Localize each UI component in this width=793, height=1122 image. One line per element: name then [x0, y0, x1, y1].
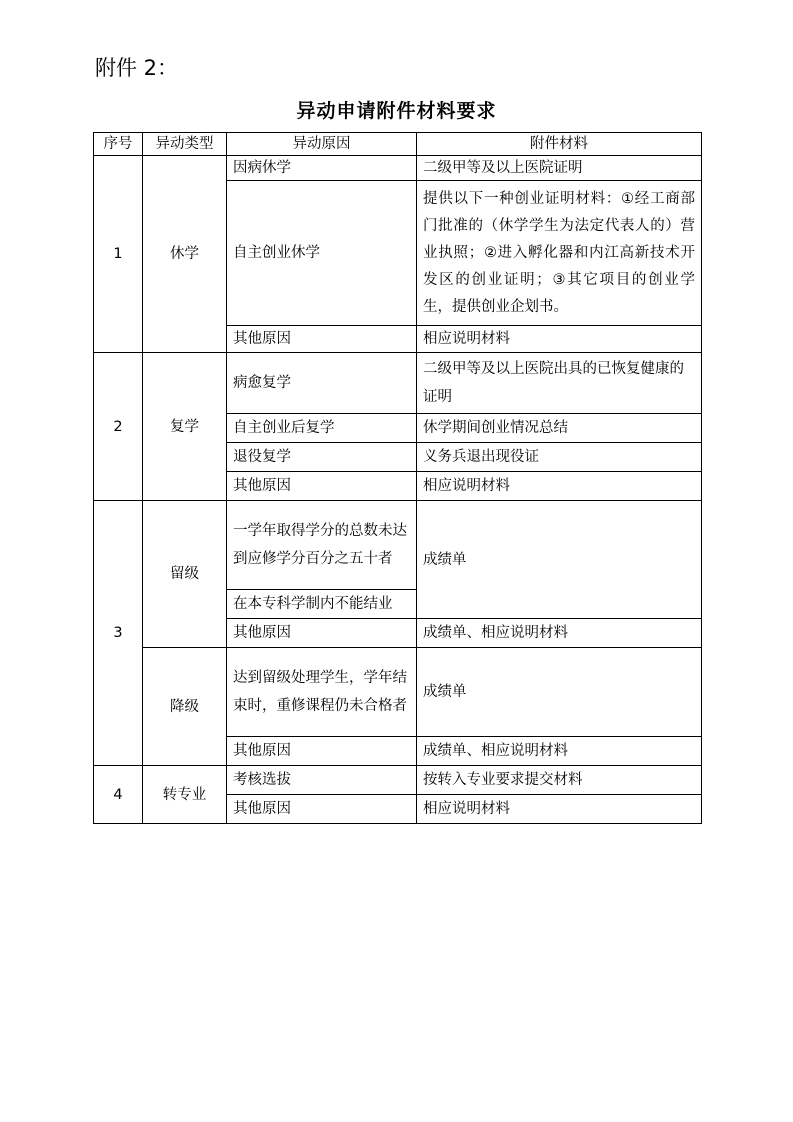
reason-cell: 自主创业后复学 [227, 414, 417, 443]
reason-cell: 其他原因 [227, 795, 417, 824]
materials-cell: 义务兵退出现役证 [417, 443, 702, 472]
reason-cell: 退役复学 [227, 443, 417, 472]
type-cell: 休学 [143, 156, 227, 353]
reason-cell: 达到留级处理学生，学年结束时，重修课程仍未合格者 [227, 648, 417, 737]
table-row [94, 353, 702, 414]
reason-cell: 其他原因 [227, 737, 417, 766]
type-cell: 留级 [143, 501, 227, 648]
materials-cell: 相应说明材料 [417, 472, 702, 501]
materials-cell: 提供以下一种创业证明材料：①经工商部门批准的（休学学生为法定代表人的）营业执照；②进入孵化器和内江高新技术开发区的创业证明；③其它项目的创业学生，提供创业企划书。 [417, 181, 702, 326]
attachment-label: 附件 2： [95, 56, 179, 80]
materials-cell: 成绩单、相应说明材料 [417, 619, 702, 648]
type-cell: 降级 [143, 648, 227, 766]
reason-cell: 因病休学 [227, 156, 417, 181]
reason-cell: 自主创业休学 [227, 181, 417, 326]
type-cell: 转专业 [143, 766, 227, 824]
table-row [94, 501, 702, 590]
table-row [94, 766, 702, 795]
reason-cell: 一学年取得学分的总数未达到应修学分百分之五十者 [227, 501, 417, 590]
header-reason: 异动原因 [227, 133, 417, 156]
materials-cell: 按转入专业要求提交材料 [417, 766, 702, 795]
seq-cell: 3 [94, 501, 143, 766]
reason-cell: 其他原因 [227, 472, 417, 501]
materials-cell: 二级甲等及以上医院证明 [417, 156, 702, 181]
type-cell: 复学 [143, 353, 227, 501]
seq-cell: 2 [94, 353, 143, 501]
materials-cell: 成绩单 [417, 648, 702, 737]
reason-cell: 考核选拔 [227, 766, 417, 795]
header-type: 异动类型 [143, 133, 227, 156]
seq-cell: 1 [94, 156, 143, 353]
header-materials: 附件材料 [417, 133, 702, 156]
header-seq: 序号 [94, 133, 143, 156]
materials-cell: 相应说明材料 [417, 326, 702, 353]
table-row [94, 156, 702, 181]
materials-cell: 成绩单、相应说明材料 [417, 737, 702, 766]
requirements-table [93, 132, 702, 824]
seq-cell: 4 [94, 766, 143, 824]
reason-cell: 其他原因 [227, 619, 417, 648]
materials-cell: 成绩单 [417, 501, 702, 619]
table-header-row [94, 133, 702, 156]
reason-cell: 在本专科学制内不能结业 [227, 590, 417, 619]
reason-cell: 其他原因 [227, 326, 417, 353]
materials-cell: 相应说明材料 [417, 795, 702, 824]
materials-cell: 休学期间创业情况总结 [417, 414, 702, 443]
reason-cell: 病愈复学 [227, 353, 417, 414]
document-title: 异动申请附件材料要求 [296, 100, 497, 122]
table-row [94, 648, 702, 737]
materials-cell: 二级甲等及以上医院出具的已恢复健康的证明 [417, 353, 702, 414]
